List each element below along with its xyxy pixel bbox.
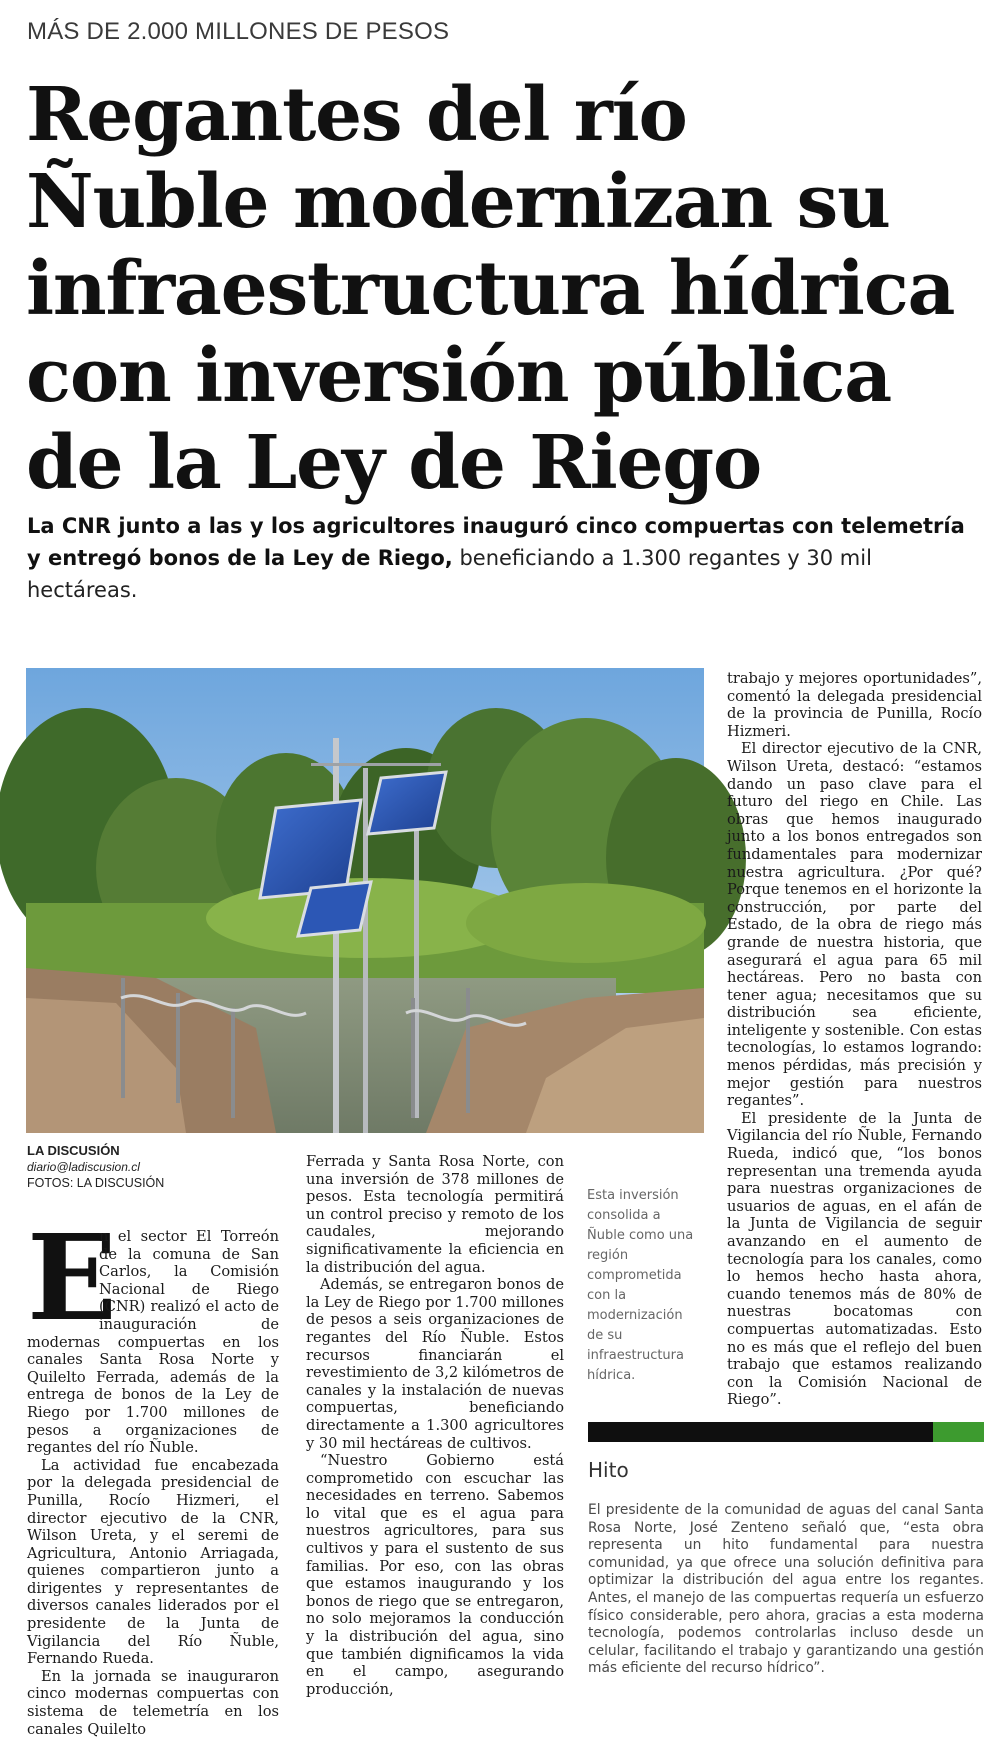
body-paragraph-4: Ferrada y Santa Rosa Norte, con una inversión de 378 millones de pesos. Esta tecnología permitirá un control preciso y remoto de los caudales, mejorando significativamente la eficiencia en la distribución del agua. <box>306 1153 564 1276</box>
byline-source: LA DISCUSIÓN <box>27 1143 120 1158</box>
photo-solar-panels-canal <box>26 668 704 1133</box>
drop-cap: E <box>27 1208 117 1347</box>
headline-line-2: Ñuble modernizan su <box>26 159 890 245</box>
body-paragraph-3: En la jornada se inauguraron cinco modernas compuertas con sistema de telemetría en los canales Quilelto <box>27 1667 279 1738</box>
body-paragraph-8: El director ejecutivo de la CNR, Wilson Ureta, destacó: “estamos dando un paso clave para el futuro del riego en Chile. Las obras que hemos inaugurado junto a los bonos entregados son fundamentales para modernizar nuestra agricultura. ¿Por qué? Porque tenemos en el horizonte la construcción, por parte del Estado, de la obra de riego más grande de nuestra historia, que asegurará el agua para 65 mil hectáreas. Pero no basta con tener agua; necesitamos que su distribución sea eficiente, inteligente y sostenible. Con estas tecnologías, lo estamos logrando: menos pérdidas, más precisión y mejor gestión para nuestros regantes”. <box>727 740 982 1110</box>
body-column-3 <box>727 670 982 1409</box>
deck-regular-text: beneficiando a 1.300 regantes y 30 mil hectáreas. <box>27 546 872 602</box>
headline-line-1: Regantes del río <box>26 72 687 158</box>
body-paragraph-5: Además, se entregaron bonos de la Ley de Riego por 1.700 millones de pesos a seis organizaciones de regantes del Río Ñuble. Estos recursos financiarán el revestimiento de 3,2 kilómetros de canales y la instalación de nuevas compuertas, beneficiando directamente a 1.300 agricultores y 30 mil hectáreas de cultivos. <box>306 1276 564 1452</box>
sidebar-title: Hito <box>588 1458 629 1482</box>
divider-green-segment <box>933 1422 984 1442</box>
pull-quote: Esta inversión consolida a Ñuble como una región comprometida con la modernización de su infraestructura hídrica. <box>587 1188 694 1383</box>
body-column-1 <box>27 1208 279 1738</box>
sidebar-text: El presidente de la comunidad de aguas del canal Santa Rosa Norte, José Zenteno señaló que, “esta obra representa un hito fundamental para nuestra comunidad, ya que ofrece una solución definitiva para optimizar la distribución del agua entre los regantes. Antes, el manejo de las compuertas requería un esfuerzo físico considerable, pero ahora, gracias a esta moderna tecnología, podemos controlarlas incluso desde un celular, facilitando el trabajo y garantizando una gestión más eficiente del recurso hídrico”. <box>588 1502 984 1677</box>
headline-line-3: infraestructura hídrica <box>26 246 955 332</box>
section-divider-bar <box>588 1422 984 1442</box>
body-column-2 <box>306 1153 564 1698</box>
article-photo <box>26 668 704 1133</box>
article-deck <box>27 510 977 606</box>
headline-line-5: de la Ley de Riego <box>26 420 762 506</box>
article-headline <box>26 72 996 507</box>
byline <box>27 1143 277 1191</box>
byline-photos: FOTOS: LA DISCUSIÓN <box>27 1176 165 1190</box>
deck-bold-text: La CNR junto a las y los agricultores inauguró cinco compuertas con telemetría y entregó bonos de la Ley de Riego, <box>27 514 965 570</box>
byline-email: diario@ladiscusion.cl <box>27 1160 140 1174</box>
body-paragraph-9: El presidente de la Junta de Vigilancia del río Ñuble, Fernando Rueda, indicó que, “los bonos representan una tremenda ayuda para nuestras organizaciones de usuarios de aguas, en el afán de la Junta de Vigilancia de seguir avanzando en el aumento de tecnología para los canales, como lo hemos hecho hasta ahora, cuando tenemos más de 80% de nuestras bocatomas con compuertas automatizadas. Esto no es más que el reflejo del buen trabajo que estamos realizando con la Comisión Nacional de Riego”. <box>727 1109 982 1409</box>
body-paragraph-2: La actividad fue encabezada por la delegada presidencial de Punilla, Rocío Hizmeri, el director ejecutivo de la CNR, Wilson Ureta, y el seremi de Agricultura, Antonio Arriagada, quienes compartieron junto a dirigentes y representantes de diversos canales liderados por el presidente de la Junta de Vigilancia del Río Ñuble, Fernando Rueda. <box>27 1456 279 1668</box>
body-paragraph-1: n el sector El Torreón de la comuna de San Carlos, la Comisión Nacional de Riego (CNR) realizó el acto de inauguración de modernas compuertas en los canales Santa Rosa Norte y Quilelto Ferrada, además de la entrega de bonos de la Ley de Riego por 1.700 millones de pesos a organizaciones de regantes del río Ñuble. <box>27 1228 279 1457</box>
body-paragraph-7: trabajo y mejores oportunidades”, comentó la delegada presidencial de la provincia de Punilla, Rocío Hizmeri. <box>727 670 982 740</box>
divider-dark-segment <box>588 1422 933 1442</box>
headline-line-4: con inversión pública <box>26 333 891 419</box>
article-kicker: MÁS DE 2.000 MILLONES DE PESOS <box>27 18 450 45</box>
body-paragraph-6: “Nuestro Gobierno está comprometido con escuchar las necesidades en terreno. Sabemos lo vital que es el agua para nuestros agricultores, para sus cultivos y para el sustento de sus familias. Por eso, con las obras que estamos inaugurando y los bonos de riego que se entregaron, no solo mejoramos la conducción y la distribución del agua, sino que también dignificamos la vida en el campo, asegurando producción, <box>306 1452 564 1698</box>
